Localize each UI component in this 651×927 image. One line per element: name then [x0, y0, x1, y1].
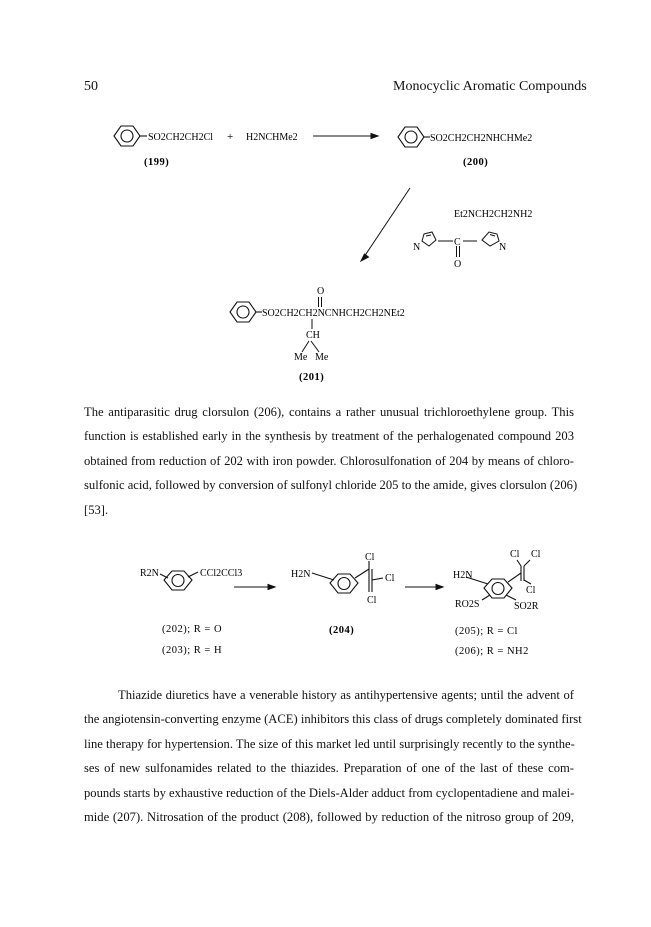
running-head: Monocyclic Aromatic Compounds [393, 79, 587, 94]
paragraph-line: Thiazide diuretics have a venerable history as antihypertensive agents; until the advent of [118, 688, 574, 702]
paragraph-line: line therapy for hypertension. The size of this market led until surprisingly recently to the synthe- [84, 736, 575, 751]
substituent-202: CCl2CCl3 [200, 568, 243, 579]
paragraph-thiazide [84, 683, 582, 829]
cdi-carbonyl-c: C [454, 237, 461, 248]
paragraph-line: ses of new sulfonamides related to the thiazides. Preparation of one of the last of these com- [84, 761, 574, 776]
label-202: (202); R = O [162, 624, 223, 635]
label-206: (206); R = NH2 [455, 646, 529, 657]
paragraph-line: mide (207). Nitrosation of the product (208), followed by reduction of the nitroso group of 209, [84, 810, 574, 825]
substituent-199: SO2CH2CH2Cl [148, 132, 214, 143]
page-number: 50 [84, 79, 98, 94]
paragraph-line: obtained from reduction of 202 with iron powder. Chlorosulfonation of 204 by means of chloro- [84, 453, 574, 468]
cl-bottom-204: Cl [367, 595, 377, 606]
cl-right-205: Cl [526, 585, 536, 596]
ro2s-205: RO2S [455, 599, 480, 610]
cl-top-right-205: Cl [531, 549, 541, 560]
label-201: (201) [299, 372, 325, 383]
reagent-isopropylamine: H2NCHMe2 [246, 132, 298, 143]
label-203: (203); R = H [162, 645, 223, 656]
reaction-arrow-4 [405, 585, 443, 590]
label-200: (200) [463, 157, 489, 168]
h2n-205: H2N [453, 570, 473, 581]
paragraph-line: the angiotensin-converting enzyme (ACE) inhibitors this class of drugs completely dominated first [84, 712, 582, 727]
reaction-arrow-3 [234, 585, 275, 590]
so2r-205: SO2R [514, 601, 539, 612]
cdi-oxygen: O [454, 259, 462, 270]
substituent-200: SO2CH2CH2NHCHMe2 [430, 133, 533, 144]
label-199: (199) [144, 157, 170, 168]
paragraph-line: function is established early in the synthesis by treatment of the perhalogenated compound 203 [84, 429, 574, 444]
paragraph-line: The antiparasitic drug clorsulon (206), contains a rather unusual trichloroethylene group. This [84, 405, 574, 419]
label-205: (205); R = Cl [455, 626, 518, 637]
paragraph-line: pounds starts by exhaustive reduction of the Diels-Alder adduct from cyclopentadiene and malei- [84, 785, 575, 800]
cl-right-204: Cl [385, 573, 395, 584]
cl-top-204: Cl [365, 552, 375, 563]
ch-201: CH [306, 330, 320, 341]
paragraph-line: [53]. [84, 502, 109, 517]
cdi-n-right: N [499, 242, 507, 253]
cdi-n-left: N [413, 242, 421, 253]
me-left-201: Me [294, 352, 308, 363]
carbonyl-oxygen-201: O [317, 286, 325, 297]
benzene-ring-204 [312, 561, 383, 593]
reagent-diethylaminoethylamine: Et2NCH2CH2NH2 [454, 209, 533, 220]
benzene-ring-202 [160, 571, 198, 590]
h2n-204: H2N [291, 569, 311, 580]
cl-top-left-205: Cl [510, 549, 520, 560]
r2n-202: R2N [140, 568, 159, 579]
me-right-201: Me [315, 352, 329, 363]
plus-sign: + [227, 131, 234, 143]
chain-201: SO2CH2CH2NCNHCH2CH2NEt2 [262, 308, 405, 319]
label-204: (204) [329, 625, 355, 636]
benzene-ring-205 [466, 560, 531, 600]
paragraph-line: sulfonic acid, followed by conversion of sulfonyl chloride 205 to the amide, gives clorsulon (206) [84, 478, 578, 493]
